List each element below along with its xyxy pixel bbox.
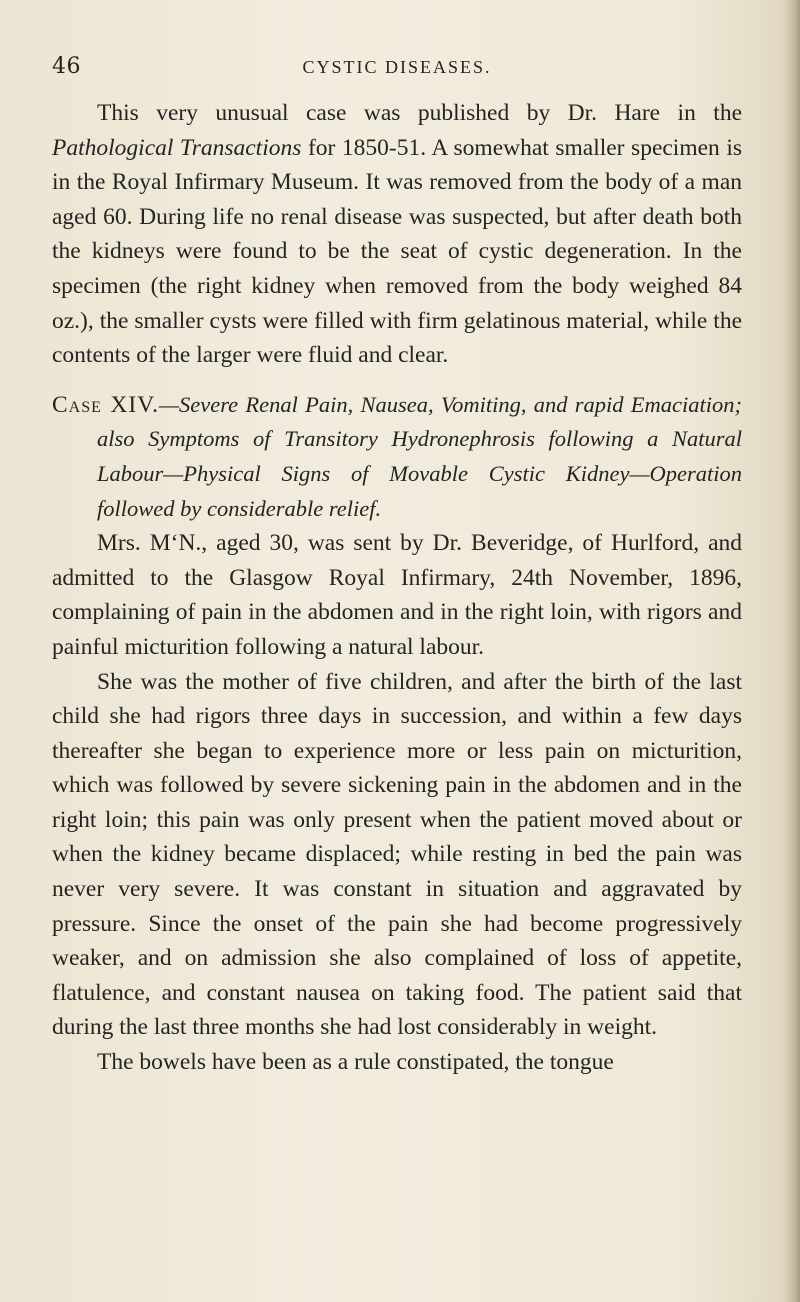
- paragraph-history: She was the mother of five children, and after the birth of the last child she had rigors three days in succession, and within a few days thereafter she began to experience more or less pain on micturition, which was followed by severe sickening pain in the abdomen and in the right loin; this pain was only present when the patient moved about or when the kidney became displaced; while resting in bed the pain was never very severe. It was constant in situation and aggravated by pressure. Since the onset of the pain she had become progressively weaker, and on admission she also complained of loss of appetite, flatulence, and constant nausea on taking food. The patient said that during the last three months she had lost considerably in weight.: [52, 668, 742, 1041]
- paragraph-text: This very unusual case was published by Dr. Hare in the: [97, 100, 742, 126]
- paragraph-hare-case: [52, 96, 742, 373]
- case-label: Case XIV.: [52, 391, 160, 418]
- case-title: —Severe Renal Pain, Nausea, Vomiting, and rapid Emaciation; also Symptoms of Transitory Hydronephrosis following a Natural Labour—Physical Signs of Movable Cystic Kidney—Operation followed by considerable relief.: [97, 391, 743, 521]
- paragraph-text: for 1850-51. A somewhat smaller specimen is in the Royal Infirmary Museum. It was removed from the body of a man aged 60. During life no renal disease was suspected, but after death both the kidneys were found to be the seat of cystic degeneration. In the specimen (the right kidney when removed from the body weighed 84 oz.), the smaller cysts were filled with firm gelatinous material, while the contents of the larger were fluid and clear.: [52, 134, 743, 369]
- case-heading: [52, 388, 742, 526]
- paragraph-bowels: The bowels have been as a rule constipated, the tongue: [97, 1049, 614, 1076]
- page-number: 46: [52, 54, 81, 79]
- running-head: CYSTIC DISEASES.: [302, 57, 492, 77]
- paragraph-admission: Mrs. M‘N., aged 30, was sent by Dr. Beveridge, of Hurlford, and admitted to the Glasgow Royal Infirmary, 24th November, 1896, complaining of pain in the abdomen and in the right loin, with rigors and painful micturition following a natural labour.: [52, 530, 742, 660]
- body-text: [52, 96, 742, 1080]
- page-edge-shadow: [786, 0, 800, 1302]
- page-header: [52, 54, 742, 84]
- journal-title: Pathological Transactions: [52, 134, 302, 161]
